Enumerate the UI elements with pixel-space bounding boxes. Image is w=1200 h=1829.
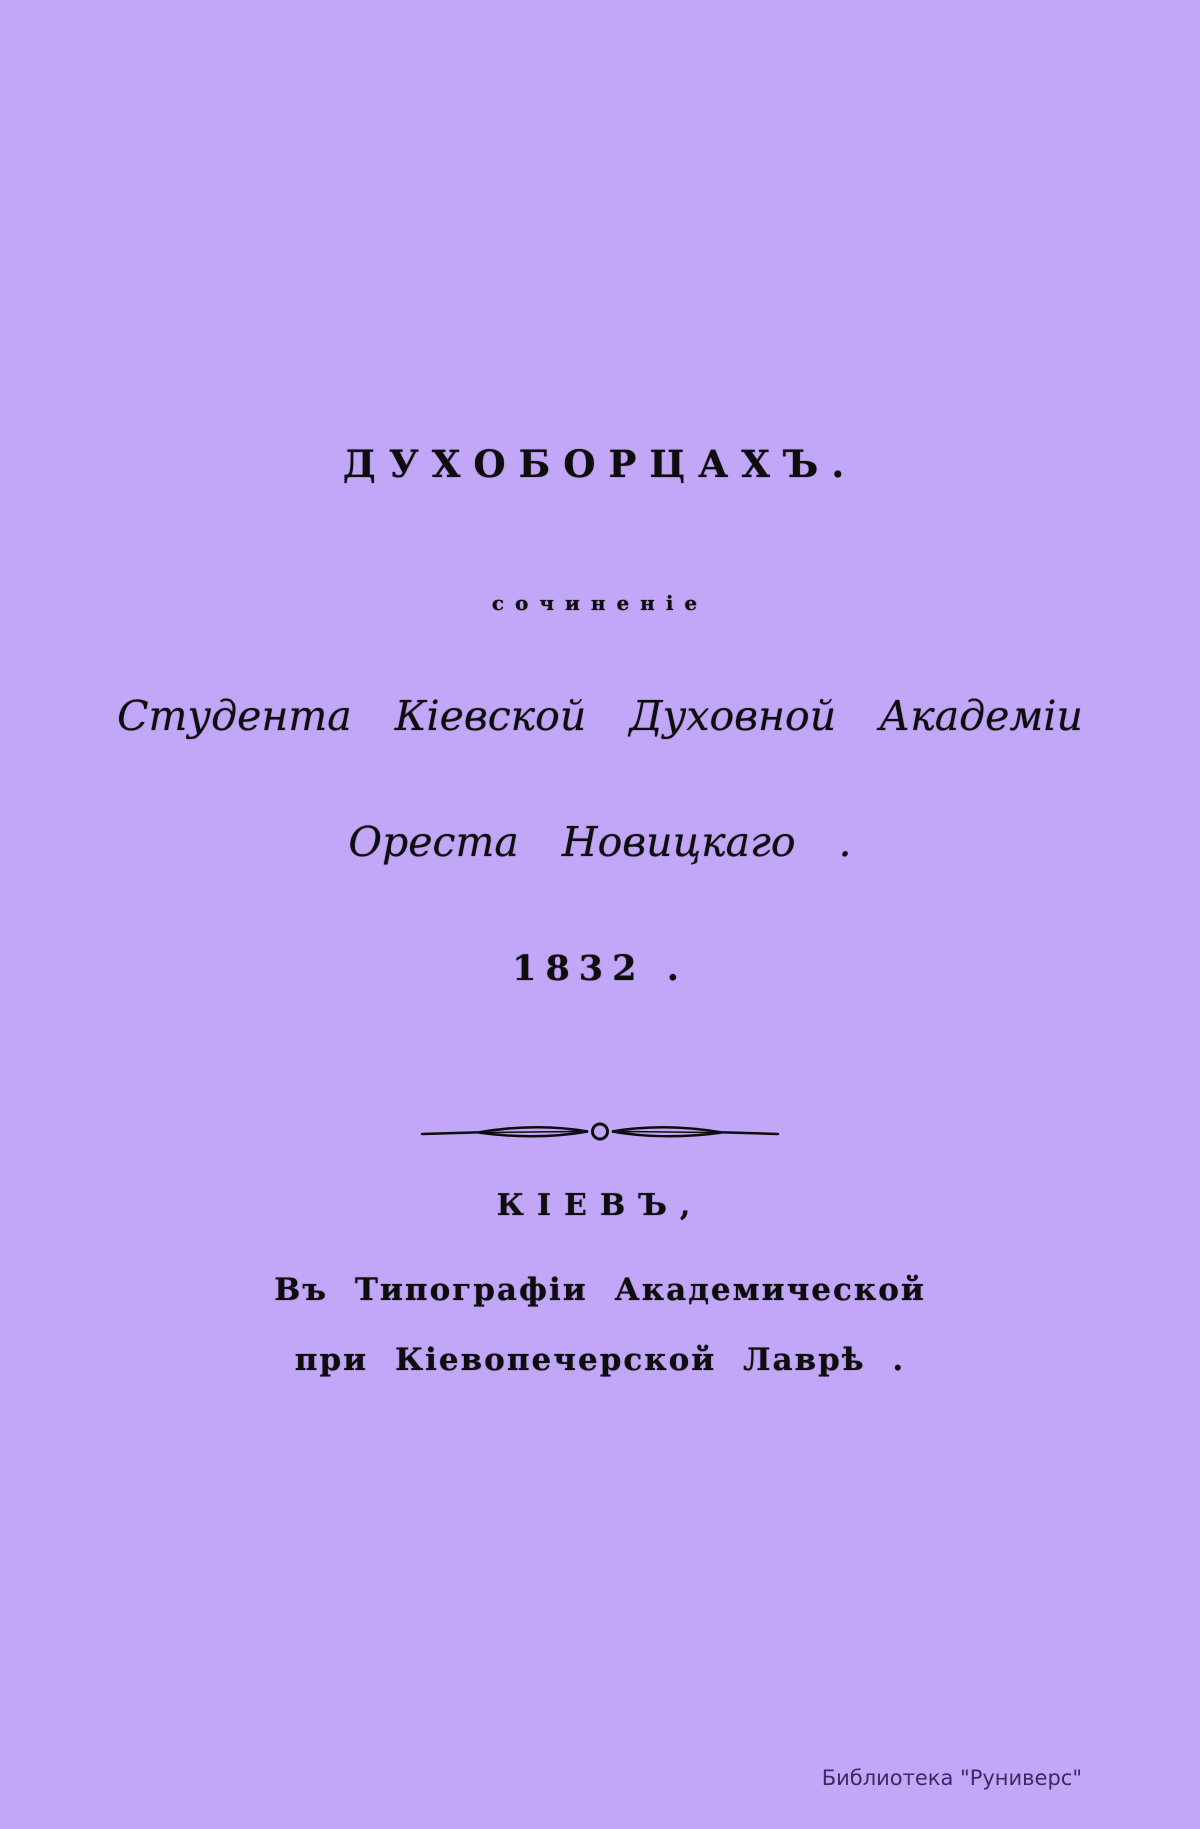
author-name: Ореста Новицкаго . — [348, 818, 852, 866]
imprint-line-1: Въ Типографіи Академической — [274, 1272, 926, 1308]
publication-city: КІЕВЪ, — [496, 1188, 704, 1223]
book-title: ДУХОБОРЦАХЪ. — [342, 442, 858, 486]
imprint-line-2: при Кіевопечерской Лаврѣ . — [294, 1342, 906, 1378]
library-watermark: Библиотека "Руниверс" — [821, 1766, 1082, 1790]
byline-label: сочиненіе — [491, 591, 709, 615]
author-description: Студента Кіевской Духовной Академіи — [117, 692, 1083, 740]
publication-year: 1832 . — [512, 948, 688, 989]
spindle-divider-ornament-icon — [0, 1118, 1200, 1152]
